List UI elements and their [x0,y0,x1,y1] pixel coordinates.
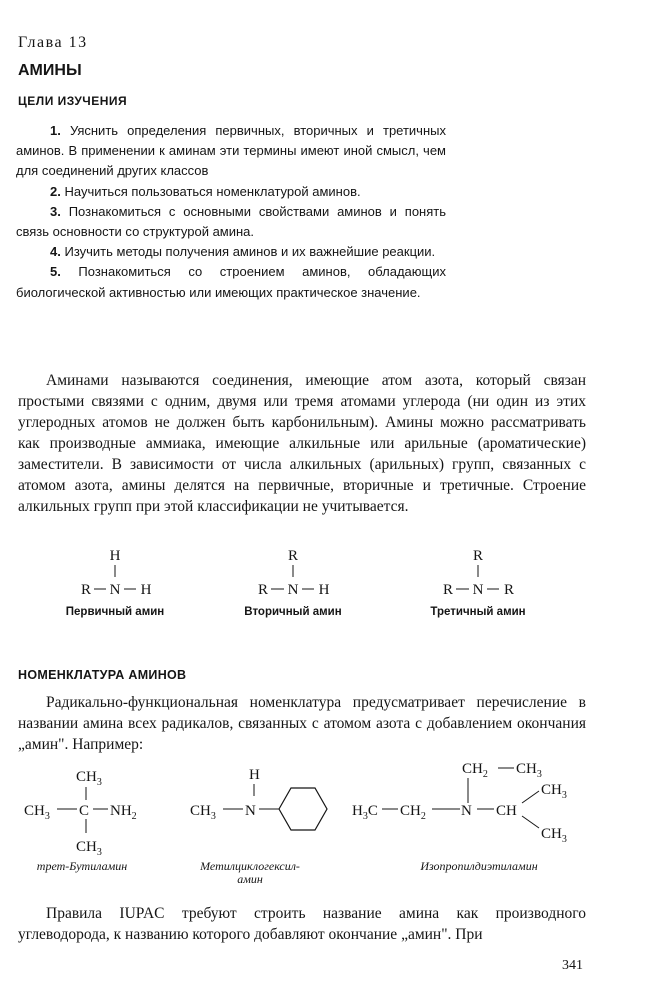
svg-text:CH3: $CH_3$ [76,769,102,788]
chapter-title: АМИНЫ [18,62,82,79]
goals-heading: ЦЕЛИ ИЗУЧЕНИЯ [18,94,128,108]
goal-item: 5. Познакомиться со строением аминов, обладающих биологической активностью или имеющих практическое значение. [16,264,446,300]
atom-center: N [109,582,121,598]
caption-tertiary-amine: Третичный амин [430,606,526,618]
atom-right: H [140,582,152,598]
goal-item: 3. Познакомиться с основными свойствами аминов и понять связь основности со структурой амина. [16,203,446,240]
isopropyldiethylamine-structure [352,761,567,845]
caption-secondary-amine: Вторичный амин [244,606,342,618]
svg-text:CH3: $CH_3$ [541,826,567,845]
svg-text:CH2: $CH_2$ [400,803,426,822]
secondary-amine-structure [258,548,330,598]
svg-text:CH2: $CH_2$ [462,761,488,780]
svg-text:H3C: $H_3C$ [352,803,378,822]
atom-left: R [442,582,454,598]
nomenclature-heading: НОМЕНКЛАТУРА АМИНОВ [18,668,187,682]
svg-text:N: N [461,803,472,819]
caption-methylcyclohexylamine: Метилциклогексил-амин [200,859,300,886]
atom-right: R [503,582,515,598]
svg-text:N: N [245,803,256,819]
caption-tert-butylamine: трет-Бутиламин [36,859,128,873]
nomenclature-paragraph: Радикально-функциональная номенклатура предусматривает перечисление в названии амина всех радикалов, связанных с атомом азота с добавлением окончания „амин". Например: [18,694,586,753]
iupac-paragraph: Правила IUPAC требуют строить название амина как производного углеводорода, к названию которого добавляют окончание „амин". При [18,905,586,943]
svg-text:CH3: $CH_3$ [516,761,542,780]
caption-primary-amine: Первичный амин [65,606,165,618]
goal-item: 1. Уяснить определения первичных, вторичных и третичных аминов. В применении к аминам эти термины имеют иной смысл, чем для соединений других классов [16,123,446,179]
svg-text:CH: CH [496,803,517,819]
svg-text:CH3: $CH_3$ [541,782,567,801]
tert-butylamine-structure [24,769,137,858]
atom-right: H [318,582,330,598]
svg-text:CH3: $CH_3$ [190,803,216,822]
tertiary-amine-structure [443,548,514,598]
svg-text:H: H [249,767,260,783]
methylcyclohexylamine-structure [190,767,327,830]
chapter-label: Глава 13 [18,34,88,51]
page-number: 341 [562,958,583,973]
atom-top: H [109,548,121,564]
atom-center: N [287,582,299,598]
cyclohexane-ring [279,788,327,830]
svg-text:CH3: $CH_3$ [24,803,50,822]
atom-center: N [472,582,484,598]
svg-text:NH2: $NH_2$ [110,803,137,822]
goal-item: 4. Изучить методы получения аминов и их важнейшие реакции. [50,244,436,260]
svg-text:CH3: $CH_3$ [76,839,102,858]
goal-item: 2. Научиться пользоваться номенклатурой аминов. [50,183,361,199]
atom-left: R [257,582,269,598]
svg-text:C: C [79,803,90,819]
primary-amine-structure [81,548,152,598]
caption-isopropyldiethylamine: Изопропилдиэтиламин [420,859,538,873]
atom-top: R [472,548,484,564]
atom-left: R [80,582,92,598]
intro-paragraph: Аминами называются соединения, имеющие атом азота, который связан простыми связями с одним, двумя или тремя атомами углерода (ни один из этих углеродных атомов не должен быть карбонильным). Амины можно рассматривать как производные аммиака, имеющие алкильные или арильные (ароматические) заместители. В зависимости от числа алкильных (арильных) групп, связанных с атомом азота, амины делятся на первичные, вторичные и третичные. Строение алкильных групп при этой классификации не учитывается. [18,372,586,515]
atom-top: R [287,548,299,564]
